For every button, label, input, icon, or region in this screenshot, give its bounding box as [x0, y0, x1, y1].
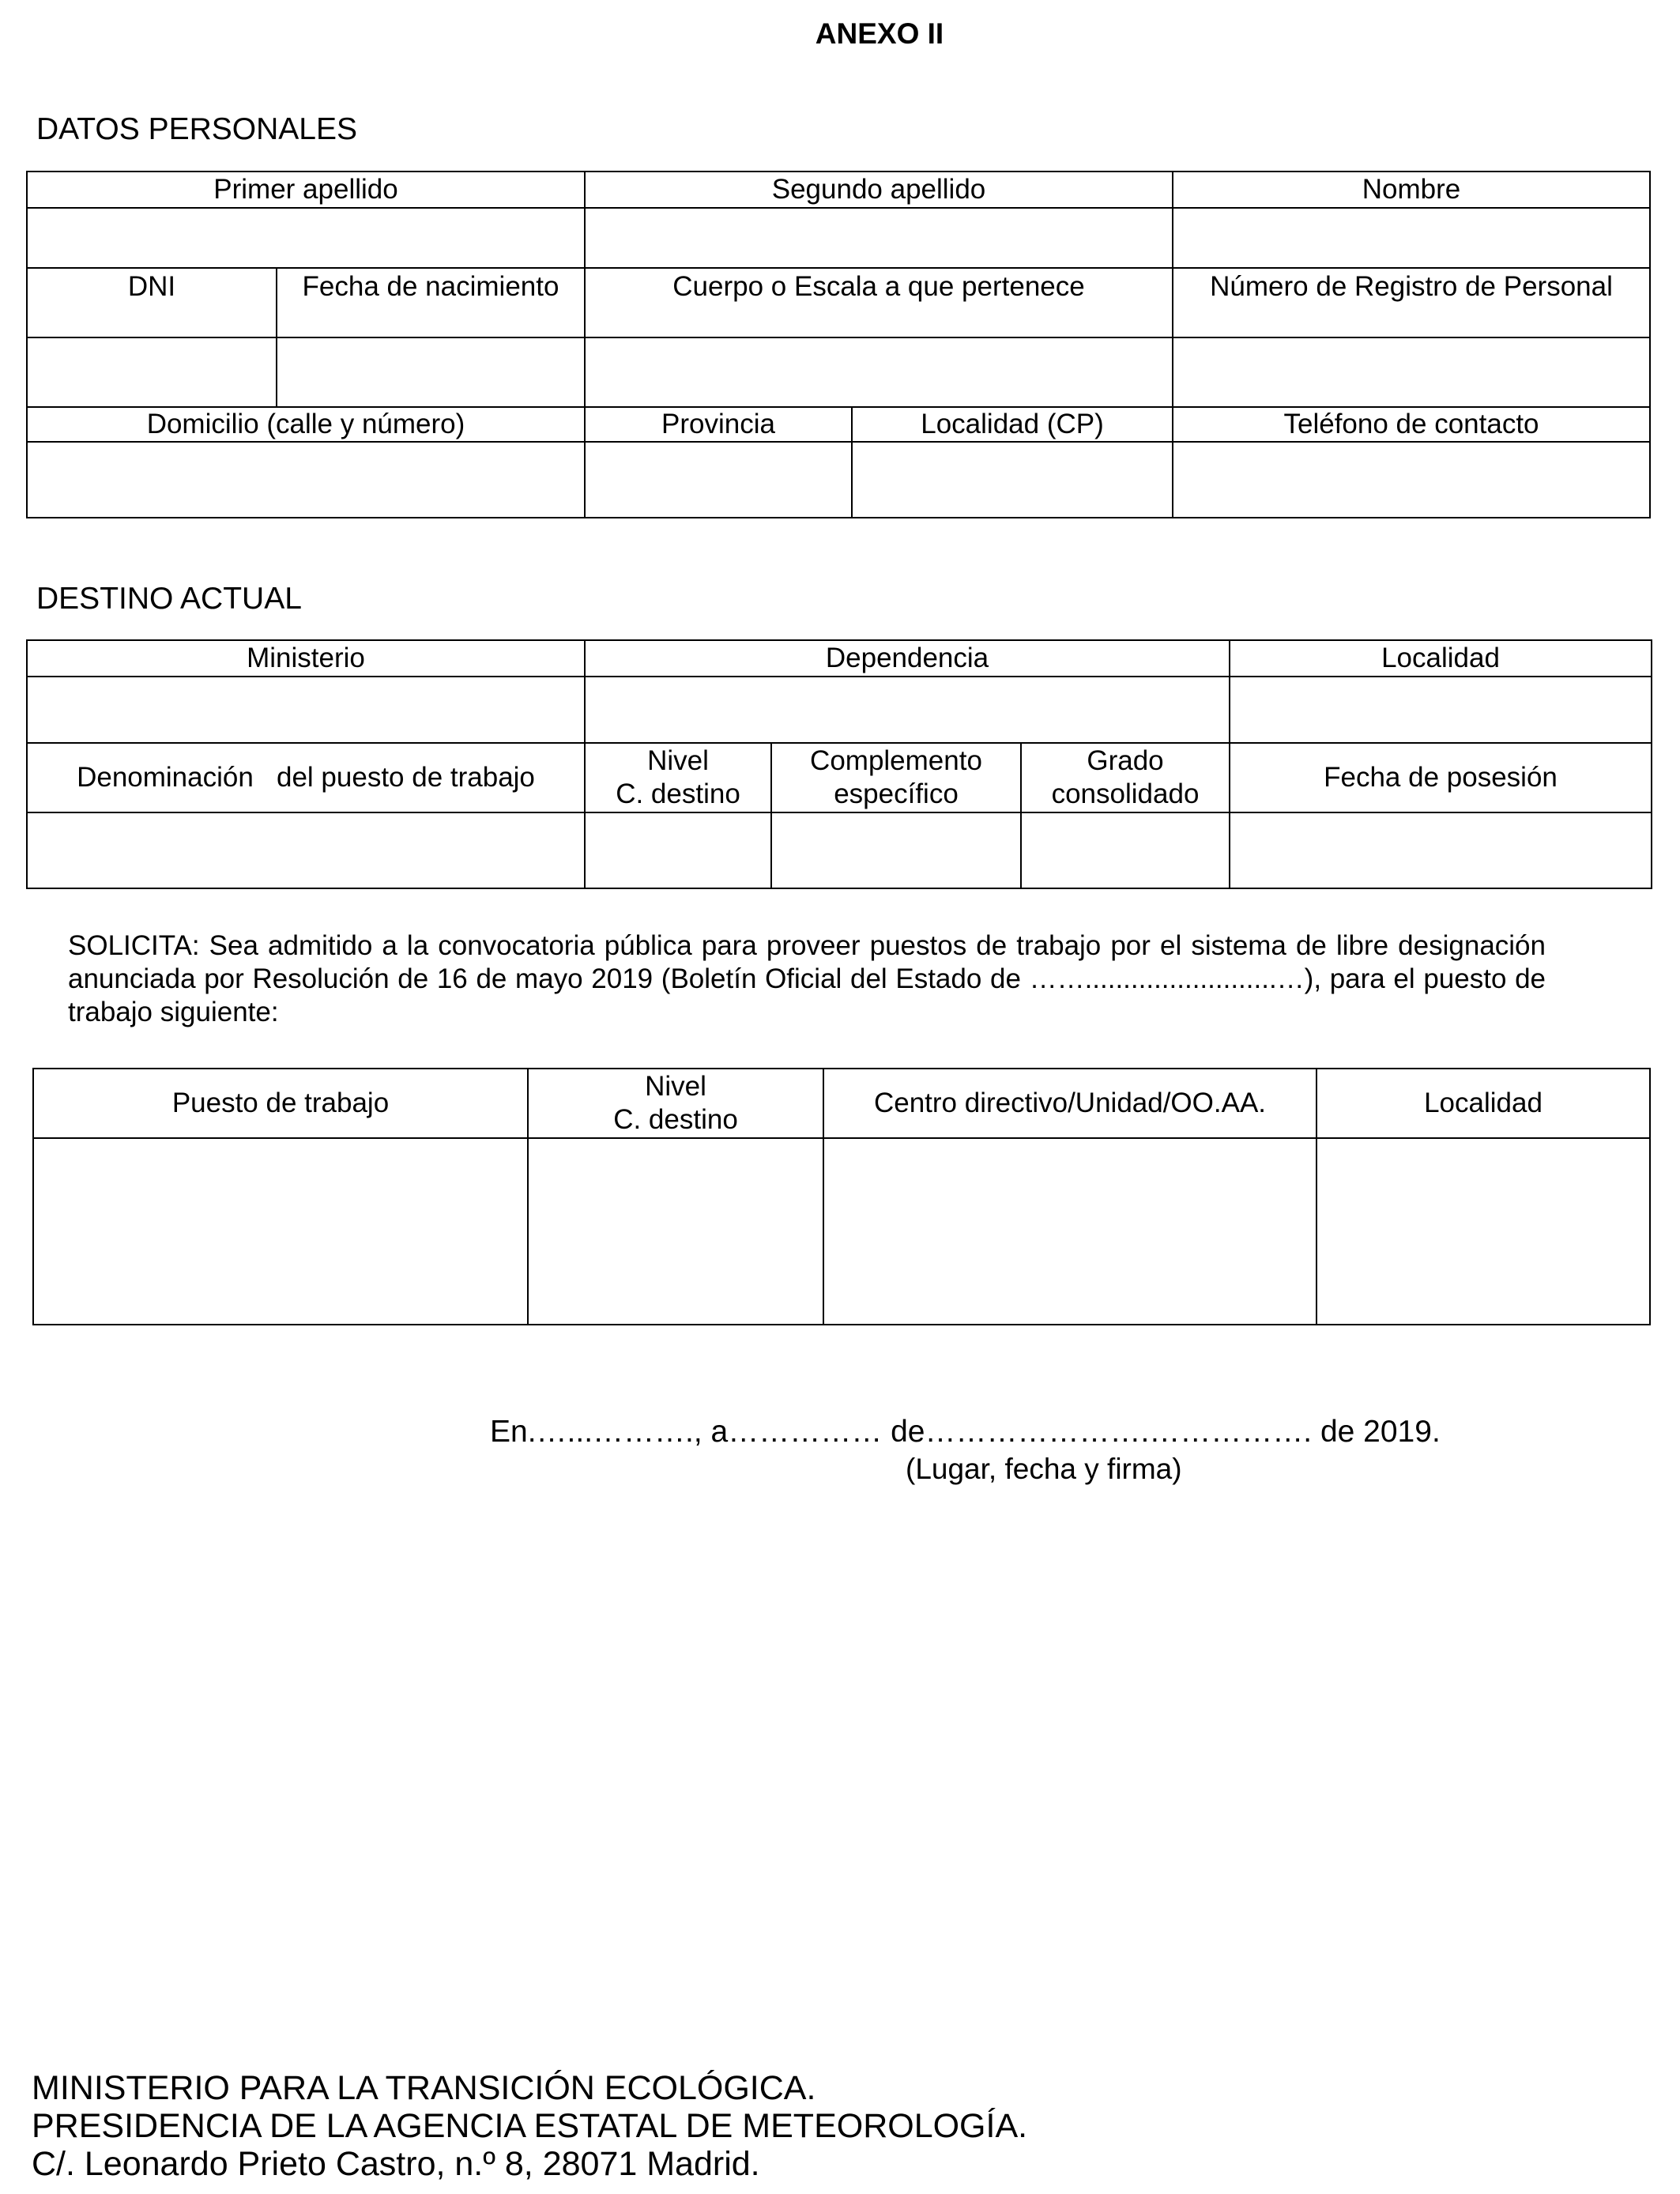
puesto-trabajo-field[interactable] — [33, 1138, 528, 1325]
dependencia-label: Dependencia — [585, 640, 1230, 677]
registro-personal-field[interactable] — [1173, 337, 1650, 407]
domicilio-field[interactable] — [27, 442, 585, 518]
dni-field[interactable] — [27, 337, 277, 407]
puesto-solicitado-table — [32, 1068, 1651, 1325]
localidad-cp-label: Localidad (CP) — [852, 407, 1173, 442]
document-title: ANEXO II — [815, 17, 944, 50]
especifico-line: específico — [834, 778, 959, 809]
ministerio-label: Ministerio — [27, 640, 585, 677]
destino-actual-table — [26, 639, 1652, 889]
nivel-destino-value-field[interactable] — [528, 1138, 823, 1325]
domicilio-label: Domicilio (calle y número) — [27, 407, 585, 442]
footer-line-direccion: C/. Leonardo Prieto Castro, n.º 8, 28071 Madrid. — [32, 2145, 760, 2183]
nivel-destino-header — [528, 1069, 823, 1138]
grado-consolidado-field[interactable] — [1021, 812, 1230, 888]
solicita-paragraph: SOLICITA: Sea admitido a la convocatoria pública para proveer puestos de trabajo por el sistema de libre designación anunciada por Resolución de 16 de mayo 2019 (Boletín Oficial del Estado de …….........................…), para el puesto de trabajo siguiente: — [68, 930, 1546, 1027]
telefono-field[interactable] — [1173, 442, 1650, 518]
footer-line-presidencia: PRESIDENCIA DE LA AGENCIA ESTATAL DE METEOROLOGÍA. — [32, 2107, 1028, 2145]
primer-apellido-label: Primer apellido — [27, 172, 585, 208]
complemento-especifico-field[interactable] — [771, 812, 1021, 888]
registro-personal-label: Número de Registro de Personal — [1173, 268, 1650, 337]
footer-line-ministerio: MINISTERIO PARA LA TRANSICIÓN ECOLÓGICA. — [32, 2069, 816, 2107]
localidad-value-field[interactable] — [1317, 1138, 1650, 1325]
localidad-cp-field[interactable] — [852, 442, 1173, 518]
fecha-nacimiento-field[interactable] — [277, 337, 585, 407]
grado-consolidado-label — [1021, 743, 1230, 812]
centro-directivo-field[interactable] — [823, 1138, 1317, 1325]
fecha-posesion-label: Fecha de posesión — [1230, 743, 1652, 812]
nivel-destino-field[interactable] — [585, 812, 771, 888]
destino-actual-heading: DESTINO ACTUAL — [36, 582, 302, 616]
fecha-nacimiento-label: Fecha de nacimiento — [277, 268, 585, 337]
complemento-line: Complemento — [810, 745, 982, 776]
localidad-header: Localidad — [1317, 1069, 1650, 1138]
c-destino-header-line: C. destino — [613, 1104, 738, 1135]
denominacion-puesto-field[interactable] — [27, 812, 585, 888]
segundo-apellido-label: Segundo apellido — [585, 172, 1173, 208]
footer-address — [32, 2069, 1027, 2183]
ministerio-field[interactable] — [27, 677, 585, 743]
primer-apellido-field[interactable] — [27, 208, 585, 268]
dependencia-field[interactable] — [585, 677, 1230, 743]
localidad-label: Localidad — [1230, 640, 1652, 677]
centro-directivo-label: Centro directivo/Unidad/OO.AA. — [823, 1069, 1317, 1138]
nombre-field[interactable] — [1173, 208, 1650, 268]
signature-date-line: En.…...………., a…………… de………………….……………. de 2019. — [490, 1415, 1441, 1449]
datos-personales-heading: DATOS PERSONALES — [36, 112, 358, 146]
segundo-apellido-field[interactable] — [585, 208, 1173, 268]
nivel-destino-label — [585, 743, 771, 812]
provincia-field[interactable] — [585, 442, 852, 518]
nombre-label: Nombre — [1173, 172, 1650, 208]
cuerpo-escala-label: Cuerpo o Escala a que pertenece — [585, 268, 1173, 337]
c-destino-line: C. destino — [616, 778, 740, 809]
consolidado-line: consolidado — [1051, 778, 1200, 809]
cuerpo-escala-field[interactable] — [585, 337, 1173, 407]
puesto-trabajo-label: Puesto de trabajo — [33, 1069, 528, 1138]
provincia-label: Provincia — [585, 407, 852, 442]
nivel-header-line: Nivel — [645, 1071, 706, 1102]
dni-label: DNI — [27, 268, 277, 337]
nivel-line: Nivel — [647, 745, 709, 776]
denominacion-puesto-label: Denominación del puesto de trabajo — [27, 743, 585, 812]
fecha-posesion-field[interactable] — [1230, 812, 1652, 888]
signature-caption: (Lugar, fecha y firma) — [906, 1453, 1182, 1485]
telefono-label: Teléfono de contacto — [1173, 407, 1650, 442]
grado-line: Grado — [1087, 745, 1164, 776]
localidad-field[interactable] — [1230, 677, 1652, 743]
datos-personales-table — [26, 171, 1651, 518]
complemento-especifico-label — [771, 743, 1021, 812]
